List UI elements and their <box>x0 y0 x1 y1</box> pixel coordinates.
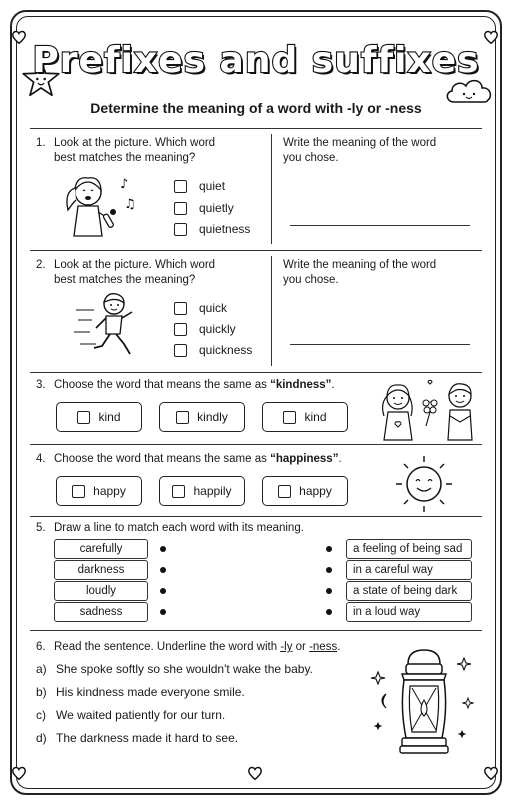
option-quietness[interactable] <box>174 222 250 236</box>
sentence-text: We waited patiently for our turn. <box>56 708 226 722</box>
match-word-darkness[interactable]: darkness <box>54 560 148 580</box>
option-label: quickness <box>199 343 253 357</box>
option-quickness[interactable] <box>174 343 252 357</box>
choice-label: happily <box>193 484 232 498</box>
choice-happy-2[interactable] <box>262 476 348 506</box>
choice-happy-1[interactable] <box>56 476 142 506</box>
sentence-label: b) <box>36 685 47 699</box>
checkbox[interactable] <box>172 485 185 498</box>
question-4-suffix: . <box>338 453 342 465</box>
question-2-number: 2. <box>36 259 46 271</box>
divider <box>30 372 482 373</box>
divider <box>30 516 482 517</box>
option-label: quietness <box>199 222 251 236</box>
heart-icon <box>246 764 264 782</box>
option-label: quiet <box>199 179 226 193</box>
choice-label: kind <box>304 410 327 424</box>
checkbox[interactable] <box>283 411 296 424</box>
option-label: quietly <box>199 201 234 215</box>
choice-label: kindly <box>197 410 228 424</box>
question-6-text <box>54 640 340 655</box>
column-divider <box>271 256 272 366</box>
question-2-text-line2: best matches the meaning? <box>54 274 196 286</box>
match-dot[interactable] <box>160 609 166 615</box>
choice-happily[interactable] <box>159 476 245 506</box>
heart-icon <box>482 764 500 782</box>
question-1-number: 1. <box>36 137 46 149</box>
kids-flower-illustration <box>374 376 482 442</box>
answer-line[interactable] <box>290 344 470 345</box>
boy-running-illustration <box>74 290 144 360</box>
sentence-text: The darkness made it hard to see. <box>56 731 239 745</box>
sentence-text: She spoke softly so she wouldn't wake the baby. <box>56 662 313 676</box>
choice-kind-1[interactable] <box>56 402 142 432</box>
question-1-text-line2: best matches the meaning? <box>54 152 196 164</box>
divider <box>30 128 482 129</box>
column-divider <box>271 134 272 244</box>
question-3-text <box>54 378 335 393</box>
question-5-number: 5. <box>36 522 46 534</box>
choice-label: happy <box>299 484 332 498</box>
question-6-suffix: . <box>337 641 341 653</box>
question-3-word: “kindness” <box>270 379 332 391</box>
match-dot[interactable] <box>160 546 166 552</box>
match-meaning-careful[interactable]: in a careful way <box>346 560 472 580</box>
match-meaning-dark[interactable]: a state of being dark <box>346 581 472 601</box>
question-4-prefix: Choose the word that means the same as <box>54 453 271 465</box>
question-6-number: 6. <box>36 641 46 653</box>
divider <box>30 444 482 445</box>
checkbox[interactable] <box>174 323 187 336</box>
checkbox[interactable] <box>174 202 187 215</box>
suffix-ness: -ness <box>309 641 338 653</box>
question-2-instruction-line1: Write the meaning of the word <box>283 259 437 271</box>
option-quickly[interactable] <box>174 322 236 336</box>
option-quick[interactable] <box>174 301 227 315</box>
question-2-instruction-line2: you chose. <box>283 274 339 286</box>
choice-kindly[interactable] <box>159 402 245 432</box>
match-dot[interactable] <box>160 567 166 573</box>
sentence-label: d) <box>36 731 47 745</box>
lantern-illustration <box>364 644 484 758</box>
girl-singing-illustration <box>54 170 140 240</box>
choice-label: happy <box>93 484 126 498</box>
question-2-text-line1: Look at the picture. Which word <box>54 259 216 271</box>
page-subtitle: Determine the meaning of a word with -ly or -ness <box>90 100 422 116</box>
question-4-number: 4. <box>36 453 46 465</box>
match-dot[interactable] <box>326 567 332 573</box>
sentence-b[interactable] <box>36 685 245 699</box>
question-4-word: “happiness” <box>270 453 339 465</box>
match-meaning-loud[interactable]: in a loud way <box>346 602 472 622</box>
sentence-label: c) <box>36 708 46 722</box>
checkbox[interactable] <box>174 302 187 315</box>
sentence-d[interactable] <box>36 731 238 745</box>
checkbox[interactable] <box>77 411 90 424</box>
match-meaning-sad[interactable]: a feeling of being sad <box>346 539 472 559</box>
option-label: quick <box>199 301 228 315</box>
match-dot[interactable] <box>326 609 332 615</box>
sentence-text: His kindness made everyone smile. <box>56 685 245 699</box>
question-1-instruction-line1: Write the meaning of the word <box>283 137 437 149</box>
suffix-ly: -ly <box>280 641 293 653</box>
option-quiet[interactable] <box>174 179 225 193</box>
question-1-text-line1: Look at the picture. Which word <box>54 137 216 149</box>
sun-icon <box>386 452 462 514</box>
match-dot[interactable] <box>326 546 332 552</box>
sentence-label: a) <box>36 662 47 676</box>
choice-kind-2[interactable] <box>262 402 348 432</box>
checkbox[interactable] <box>176 411 189 424</box>
checkbox[interactable] <box>174 223 187 236</box>
question-6-prefix: Read the sentence. Underline the word with <box>54 641 281 653</box>
match-word-carefully[interactable]: carefully <box>54 539 148 559</box>
match-word-loudly[interactable]: loudly <box>54 581 148 601</box>
checkbox[interactable] <box>278 485 291 498</box>
question-3-suffix: . <box>331 379 335 391</box>
page-title: Prefixes and suffixes <box>32 40 480 81</box>
question-1-instruction-line2: you chose. <box>283 152 339 164</box>
sentence-a[interactable] <box>36 662 313 676</box>
svg-text:♫: ♫ <box>124 197 136 212</box>
checkbox[interactable] <box>174 344 187 357</box>
checkbox[interactable] <box>174 180 187 193</box>
checkbox[interactable] <box>72 485 85 498</box>
question-3-prefix: Choose the word that means the same as <box>54 379 271 391</box>
divider <box>30 250 482 251</box>
divider <box>30 630 482 631</box>
answer-line[interactable] <box>290 225 470 226</box>
match-dot[interactable] <box>160 588 166 594</box>
sentence-c[interactable] <box>36 708 225 722</box>
question-6-or: or <box>292 641 310 653</box>
svg-text:♪: ♪ <box>120 177 129 192</box>
option-label: quickly <box>199 322 236 336</box>
choice-label: kind <box>98 410 121 424</box>
heart-icon <box>10 764 28 782</box>
match-dot[interactable] <box>326 588 332 594</box>
question-5-text: Draw a line to match each word with its meaning. <box>54 522 304 534</box>
match-word-sadness[interactable]: sadness <box>54 602 148 622</box>
option-quietly[interactable] <box>174 201 234 215</box>
question-4-text <box>54 452 342 467</box>
question-3-number: 3. <box>36 379 46 391</box>
